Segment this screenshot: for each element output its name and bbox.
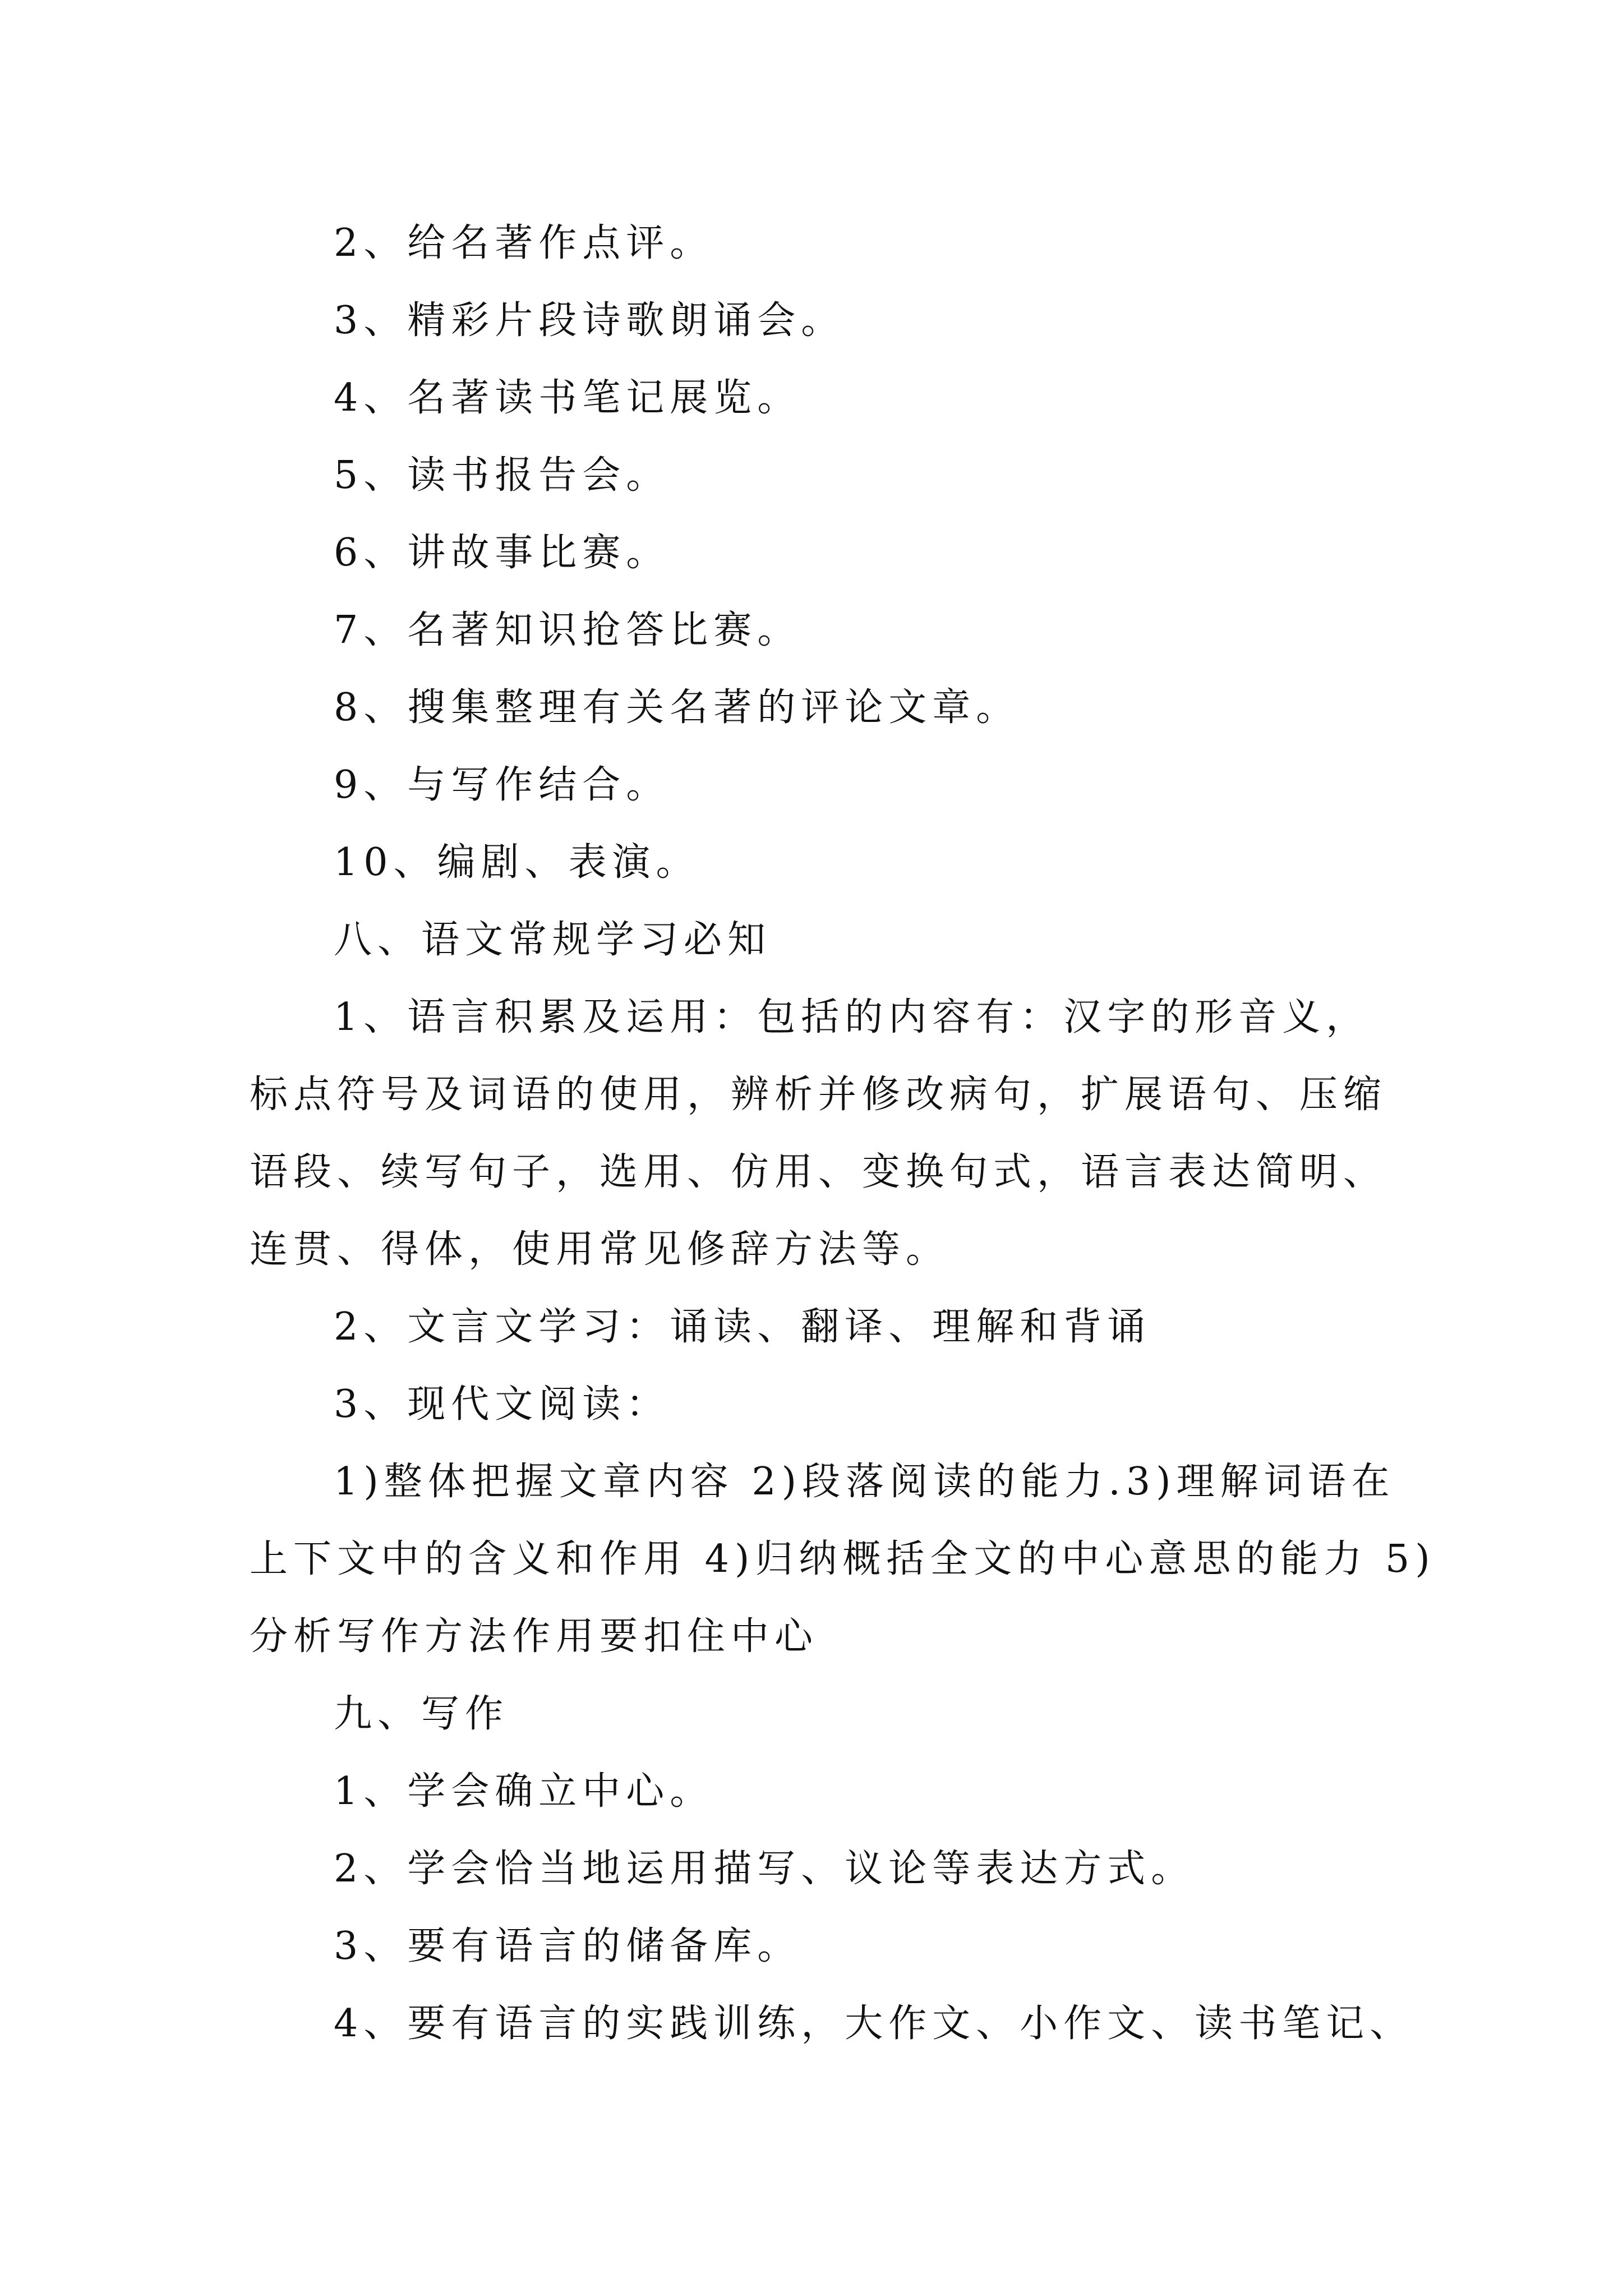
list-item: 6、讲故事比赛。	[334, 531, 670, 575]
paragraph-line: 标点符号及词语的使用，辨析并修改病句，扩展语句、压缩	[250, 1073, 1387, 1117]
list-item: 3、精彩片段诗歌朗诵会。	[334, 298, 845, 343]
list-item: 4、名著读书笔记展览。	[334, 376, 801, 420]
list-item: 3、要有语言的储备库。	[334, 1924, 801, 1968]
paragraph-line: 分析写作方法作用要扣住中心	[250, 1614, 819, 1659]
paragraph-line: 连贯、得体，使用常见修辞方法等。	[250, 1227, 950, 1272]
list-item: 2、学会恰当地运用描写、议论等表达方式。	[334, 1847, 1195, 1891]
paragraph-line: 2、文言文学习：诵读、翻译、理解和背诵	[334, 1305, 1151, 1349]
list-item: 5、读书报告会。	[334, 453, 670, 498]
list-item: 9、与写作结合。	[334, 763, 670, 807]
paragraph-line: 3、现代文阅读：	[334, 1382, 670, 1427]
section-heading: 九、写作	[334, 1692, 509, 1736]
paragraph-line: 上下文中的含义和作用 4)归纳概括全文的中心意思的能力 5)	[250, 1537, 1436, 1581]
list-item: 4、要有语言的实践训练，大作文、小作文、读书笔记、	[334, 2001, 1414, 2046]
list-item: 8、搜集整理有关名著的评论文章。	[334, 685, 1020, 730]
list-item: 1、学会确立中心。	[334, 1769, 714, 1814]
section-heading: 八、语文常规学习必知	[334, 918, 772, 962]
paragraph-line: 1)整体把握文章内容 2)段落阅读的能力.3)理解词语在	[334, 1460, 1395, 1504]
list-item: 7、名著知识抢答比赛。	[334, 608, 801, 652]
document-body	[250, 205, 1436, 2063]
paragraph-line: 语段、续写句子，选用、仿用、变换句式，语言表达简明、	[250, 1150, 1387, 1194]
list-item: 10、编剧、表演。	[334, 840, 700, 885]
list-item: 2、给名著作点评。	[334, 221, 714, 265]
paragraph-line: 1、语言积累及运用：包括的内容有：汉字的形音义，	[334, 995, 1370, 1039]
